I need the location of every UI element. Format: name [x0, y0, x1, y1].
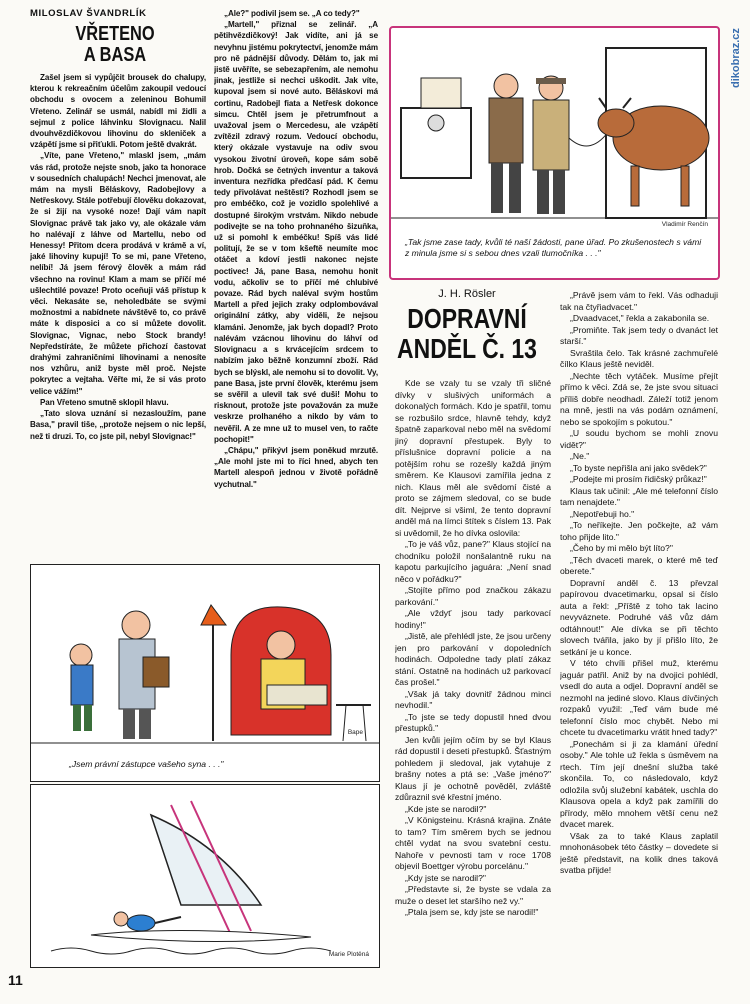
- paragraph: Kde se vzaly tu se vzaly tři sličné dívky v slušivých uniformách a dokonalých formách. Kdo je spatřil, tomu se rozbušilo srdce, hlavně tehdy, když špatně zaparkoval nebo měl na svědomí jiný dopravní přestupek. Byly to příslušnice dopravní policie a na potějším rohu se rozešly každá jiným směrem. Ke Klausovi zamířila jedna z nich. Klaus měl ale svědomí čisté a proto se zájmem sledoval, co se bude dít. Nejprve si všiml, že tento dopravní anděl má na límci štítek s číslem 13. Pak si uvědomil, že ho dívka oslovila:: [395, 378, 551, 538]
- paragraph: „Ne.": [570, 451, 590, 461]
- watermark: dikobraz.cz: [730, 28, 742, 88]
- paragraph: Dopravní anděl č. 13 převzal papírovou dvacetimarku, opsal si číslo auta a řekl: „Příště z toho tak lacino nevyváznete. Podruhé váš vůz dám odtáhnout!" Ale dívka se při těchto slovech tvářila, jako by jí přišlo líto, že setkání je u konce.: [560, 577, 718, 657]
- paragraph: „Chápu," přikývl jsem poněkud mrzutě. „Ale mohl jste mi to říci hned, abych ten Martell alespoň jednou v životě pořádně vychutnal.": [214, 445, 378, 489]
- paragraph: „Ale?" podivil jsem se. „A co tedy?": [224, 9, 360, 18]
- paragraph: „Ale vždyť jsou tady parkovací hodiny!": [395, 608, 551, 630]
- paragraph: Pan Vřeteno smutně sklopil hlavu.: [40, 397, 169, 407]
- paragraph: „Těch dvaceti marek, o které mě teď oberete.": [560, 554, 718, 576]
- cartoon-lawyer-caption: „Jsem právní zástupce vašeho syna . . .": [69, 759, 224, 769]
- story1-title-line1: VŘETENO: [75, 23, 155, 45]
- paragraph: „Tato slova uznání si nezasloužím, pane Basa," pravil tiše, „protože nejsem o nic lepší, než ti druzi. To, co jste pil, nebyl Slovignac!": [30, 409, 206, 441]
- paragraph: V této chvíli přišel muž, kterému jaguár patřil. Aniž by na dvojici pohlédl, vsedl do auta a odjel. Dopravní anděl se nezmohl na jediné slovo. Klaus dívčiných rozpaků využil: „Teď vám bude mé telefonní číslo moc chybět. Nebo mi chcete tu dvacetimarku vrátit hned tady?": [560, 658, 718, 737]
- paragraph: „Ptala jsem se, kdy jste se narodil!": [405, 907, 539, 917]
- cartoon-lawyer-drawing: [31, 565, 379, 751]
- paragraph: „Dvaadvacet," řekla a zakabonila se.: [570, 313, 710, 323]
- paragraph: „Podejte mi prosím řidičský průkaz!": [570, 474, 707, 484]
- story2-title-line2: ANDĚL Č. 13: [397, 333, 537, 364]
- paragraph: „Kdy jste se narodil?": [405, 872, 486, 883]
- story1-column-2: [214, 8, 378, 556]
- paragraph: „To neříkejte. Jen počkejte, až vám toho přijde lito.": [560, 520, 718, 542]
- paragraph: „Čeho by mi mělo být líto?": [570, 543, 673, 553]
- paragraph: „Ponechám si ji za klamání úřední osoby." Ale tohle už řekla s úsměvem na rtech. Tím její dnešní služba také skončila. To, co následovalo, když odložila svůj služební kabátek, uschla do Klausova opela a když pak zamířili do přírody, mělo mnohem větší cenu než dvacet marek.: [560, 738, 718, 829]
- paragraph: „Víte, pane Vřeteno," mlaskl jsem, „mám vás rád, protože nejste snob, jako ta honorace v sousedních chalupách! Nechci jmenovat, ale mám na mysli Běláskovy, Radobejlovy a Netřeskovy. Stále potřebují člověku dokazovat, že si žijí na vysoké noze! Dají vám napít Slovignac právě tak jako vy, ale okázale vám ho nalévají z láhve od Martellu, nebo od Henessy! Přitom dcera prodává v krámě a ví, jaké lihoviny kupují! To se mi, pane Vřeteno, nelíbí! Já jsem férový člověk a mám rád všechno na rovinu! Klam a mam se příčí mé ušlechtilé povaze! Proto oceňuji váš přístup k věci. Nekasáte se, neholedbáte se svými možnostmi a nabídnete návštěvě to, co právě máte k disposici a co si můžete dovolit. Slovignac, Vignac, nebo Stock brandy! Nepředstíráte, že můžete přichozí častovat drahými zahraničními lihovinami a nenosíte nos vzhůru, aniž byste měl proč. Nejste pokrytec a vejtaha. Věřte mi, že si vás proto velice vážím!": [30, 151, 206, 396]
- paragraph: „Stojíte přímo pod značkou zákazu parkování.": [395, 585, 551, 607]
- story1-title: [45, 24, 184, 66]
- cartoon-lawyer: [30, 564, 380, 782]
- paragraph: „Jistě, ale přehlédl jste, že jsou určeny jen pro parkování v dopoledních hodinách. Odpoledne tady platí zákaz stání. Ostatně na hodinách už parkovací čas prošel.": [395, 631, 551, 687]
- cartoon-cow-office: [389, 26, 720, 280]
- paragraph: Jen kvůli jejím očím by se byl Klaus rád dopustil i deseti přestupků. Šťastným pohledem ji sledoval, jak vytahuje z brašny notes a ptá se: „Vaše jméno?" Klaus jí je ochotně pověděl, zvláště zdůraznil své křestní jméno.: [395, 734, 551, 802]
- paragraph: „Martell," přiznal se zelinář. „A pětihvězdičkový! Jak vidíte, ani já se nevyhnu jistému pokrytectví, jenomže mám pro ně pádnější důvody. Dělám to, jak mi jistě uvěříte, se sebezapřením, ale nemohu jinak, jestliže si nechci uškodit. Jak víte, kupoval jsem si nové auto. Běláskovi má cortinu, Radobejl fiata a Netřesk dokonce simcu. Chtěl jsem je přetrumfnout a uvažoval jsem o Mercedesu, ale vzápětí zvítězil zdravý rozum. Vedoucí obchodu, který okázale vystavuje na odiv svou vysokou životní úroveň, kope sám sobě hrob. Dočká se četných inventur a taková inventura nezřídka předčasí pád. K čemu tedy přivolávat neštěstí? Rozhodl jsem se pro embéčko, což je vozidlo spolehlivé a dostupné širokým vrstvám. Nikdo nebude podivejte se na toho prohnaného šizuňka, už si pomohl k embéčku! Spíš vás lidé politují, že se v tom kšeftě neumíte moc otáčet a kdoví jestli nakonec nejste poctivec! Já, pane Basa, nemohu honit vodu, ačkoliv se to příčí mé chlubivé povaze. Rád bych naléval svým hostům Martell a před jejich zraky odplombovával originální zátky, aby viděli, že nejsou klamáni. Jenomže, jak bych dopadl? Proto nalévám vzácnou lihovinu do láhví od Slovignacu a s krvácejícím srdcem to nabízím jako běžně konzumní zboží. Rád bych se blýskl, ale nemohu si to dovolit. Vy, pane Basa, jste první člověk, kterému jsem se svěřil a ulevil tak své duši! Mohu to risknout, protože jste považován za muže veskrze prolhaného a nikdo by vám to nevěřil. A ze mne už to musel ven, to račte pochopit!": [214, 20, 378, 444]
- paragraph: „Kde jste se narodil?": [405, 803, 487, 814]
- paragraph: „To byste nepřišla ani jako svědek?": [570, 462, 707, 473]
- paragraph: „U soudu bychom se mohli znovu vidět?": [560, 428, 718, 450]
- cartoon-cow-office-caption: „Tak jsme zase tady, kvůli té naší žádosti, pane úřad. Po zkušenostech s vámi z minula jsme si s sebou dnes vzali tlumočníka . . .": [405, 237, 702, 258]
- paragraph: „V Königsteinu. Krásná krajina. Znáte to tam? Tím směrem bych se jednou chtěl vydat na svou svatební cestu. Nahoře v pevnosti tam v roce 1708 objevil Boettger výrobu porcelánu.": [395, 815, 551, 871]
- story2-title-line1: DOPRAVNÍ: [407, 303, 527, 334]
- cartoon-surf-credit: Marie Plotěná: [328, 951, 369, 958]
- paragraph: „Představte si, že byste se vdala za muže o deset let staršího než vy.": [395, 884, 551, 906]
- paragraph: „Nechte těch vytáček. Musíme přejít přímo k věci. Zdá se, že jste svou situaci příliš dobře neodhadl. Záleží totiž jenom na mně, jestli na vás podám oznámení, nebo se spokojím s pokutou.": [560, 370, 718, 427]
- story2-title: [392, 304, 541, 364]
- paragraph: Svraštila čelo. Tak krásné zachmuřelé čílko Klaus ještě neviděl.: [560, 347, 718, 369]
- paragraph: Však za to také Klaus zaplatil mnohonásobek této částky – dovedete si ještě představit, na kolik dnes taková svatba přijde!: [560, 830, 718, 875]
- cartoon-lawyer-credit: Bape: [347, 729, 363, 736]
- paragraph: „Však já taky dovnitř žádnou minci nevhodil.": [395, 688, 551, 710]
- cartoon-surf-drawing: [31, 785, 379, 967]
- cartoon-cow-office-credit: Vladimír Renčín: [661, 221, 708, 228]
- story1-column-1: [30, 72, 206, 592]
- paragraph: „To jste se tedy dopustil hned dvou přestupků.": [395, 711, 551, 733]
- paragraph: Klaus tak učinil: „Ale mé telefonní číslo tam nenajdete.": [560, 485, 718, 507]
- story1-title-line2: A BASA: [83, 44, 147, 66]
- paragraph: Zašel jsem si vypůjčit brousek do chalupy, kterou k rekreačním účelům zakoupil vedoucí obchodu s ovocem a zeleninou Bohumil Vřeteno. Zelinář se usmál, nabídl mi židli a sejmul z police láhvinku Slovignacu. Nalil dvouhvězdičkovou lihovinu do skleniček a vzápětí jsme si přiťukli. Potom ještě dvakrát.: [30, 73, 206, 150]
- cartoon-surf: [30, 784, 380, 968]
- cartoon-cow-office-drawing: [391, 28, 718, 238]
- story2-column-4: [560, 290, 718, 950]
- paragraph: „Nepotřebuji ho.": [570, 508, 635, 519]
- paragraph: „Promiňte. Tak jsem tedy o dvanáct let starší.": [560, 324, 718, 346]
- story2-column-3: [395, 378, 551, 986]
- story2-author: J. H. Rösler: [438, 288, 496, 300]
- paragraph: „To je váš vůz, pane?" Klaus stojící na chodníku položil nonšalantně ruku na kapotu parkujícího jaguára: „Není snad něco v pořádku?": [395, 539, 551, 584]
- page-number: 11: [8, 972, 23, 988]
- paragraph: „Právě jsem vám to řekl. Vás odhaduji tak na čtyřiadvacet.": [560, 290, 718, 312]
- story1-author: MILOSLAV ŠVANDRLÍK: [30, 8, 147, 19]
